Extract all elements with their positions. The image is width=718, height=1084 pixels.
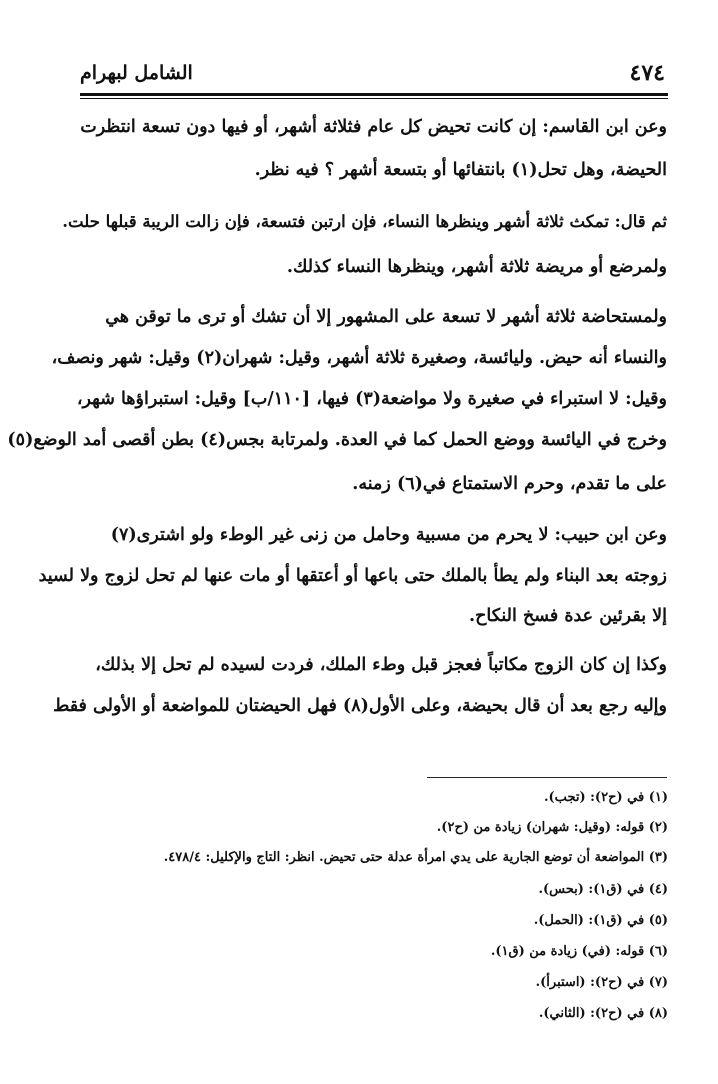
footnote-separator [427,777,667,778]
footnote: (٥) في (ق١): (الحمل). [533,913,668,928]
header-rule-thin [80,98,668,99]
body-line: إلا بقرئين عدة فسخ النكاح. [469,606,667,626]
body-line: ولمرضع أو مريضة ثلاثة أشهر، وينظرها النساء كذلك. [286,257,667,277]
footnote: (٣) المواضعة أن توضع الجارية على يدي امرأة عدلة حتى تحيض. انظر: التاج والإكليل: ٤٧٨/٤. [163,850,668,865]
body-line: وخرج في اليائسة ووضع الحمل كما في العدة. ولمرتابة بجس(٤) بطن أقصى أمد الوضع(٥) [7,430,667,450]
body-line: والنساء أنه حيض. وليائسة، وصغيرة ثلاثة أشهر، وقيل: شهران(٢) وقيل: شهر ونصف، [51,348,667,368]
body-line: على ما تقدم، وحرم الاستمتاع في(٦) زمنه. [352,474,667,494]
body-line: ولمستحاضة ثلاثة أشهر لا تسعة على المشهور إلا أن تشك أو ترى ما توقن هي [105,307,667,327]
footnote: (٦) قوله: (في) زيادة من (ق١). [490,944,668,959]
body-line: الحيضة، وهل تحل(١) بانتفائها أو بتسعة أشهر ؟ فيه نظر. [254,160,667,180]
body-line: زوجته بعد البناء ولم يطأ بالملك حتى باعها أو أعتقها أو مات عنها لم تحل لزوج ولا لسيد [38,566,667,586]
page-number: ٤٧٤ [629,60,665,86]
body-line: وإليه رجع بعد أن قال بحيضة، وعلى الأول(٨) فهل الحيضتان للمواضعة أو الأولى فقط [53,696,667,716]
running-title: الشامل لبهرام [80,62,193,84]
footnote: (٨) في (ح٢): (الثاني). [538,1006,668,1021]
page-header [80,58,665,88]
body-line: وعن ابن حبيب: لا يحرم من مسبية وحامل من زنى غير الوطء ولو اشترى(٧) [110,525,667,545]
header-rule-thick [80,93,668,96]
body-line: وقيل: لا استبراء في صغيرة ولا مواضعة(٣) فيها، [١١٠/ب] وقيل: استبراؤها شهر، [76,389,667,409]
footnote: (١) في (ح٢): (تجب). [544,790,668,805]
footnote: (٢) قوله: (وقيل: شهران) زيادة من (ح٢). [436,820,668,835]
body-line: وكذا إن كان الزوج مكاتباً فعجز قبل وطء الملك، فردت لسيده لم تحل إلا بذلك، [95,655,667,675]
footnote: (٧) في (ح٢): (استبرأ). [535,975,668,990]
body-line: وعن ابن القاسم: إن كانت تحيض كل عام فثلاثة أشهر، أو فيها دون تسعة انتظرت [80,117,667,137]
footnote: (٤) في (ق١): (بحس). [538,882,668,897]
body-line: ثم قال: تمكث ثلاثة أشهر وينظرها النساء، فإن ارتبن فتسعة، فإن زالت الريبة قبلها حلت. [62,212,667,231]
